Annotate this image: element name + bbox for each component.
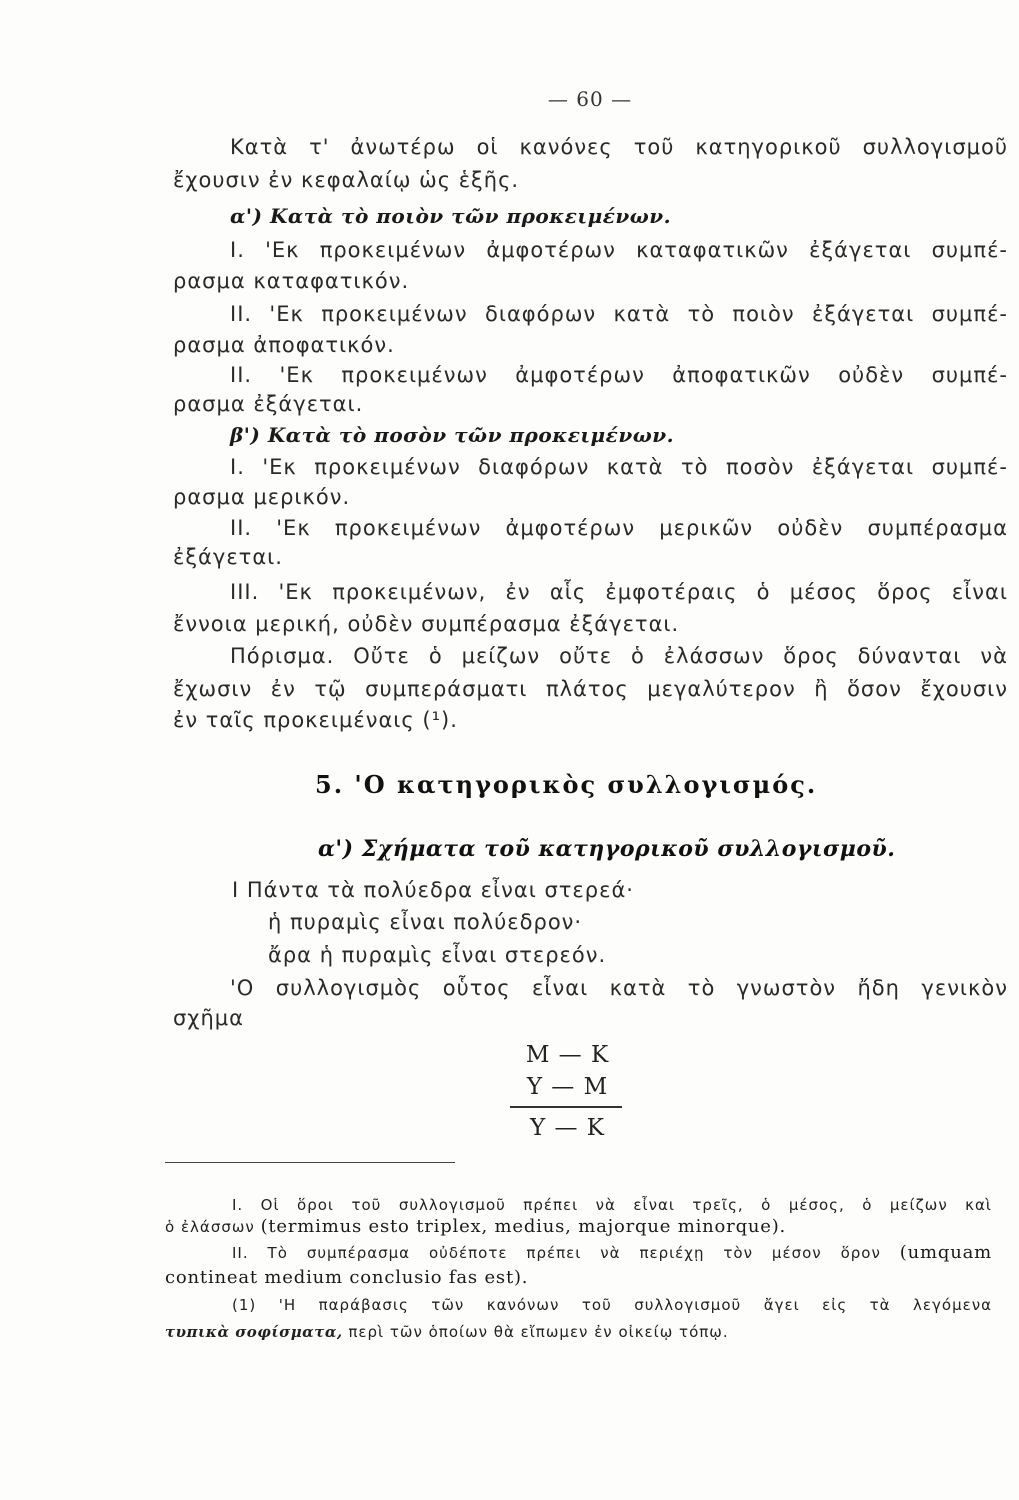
footnote-line: I. Οἱ ὅροι τοῦ συλλογισμοῦ πρέπει νὰ εἶναι τρεῖς, ὁ μέσος, ὁ μείζων καὶ — [232, 1196, 992, 1214]
footnote-line — [165, 1321, 992, 1343]
footnote-latin-text: (umquam — [899, 1242, 992, 1263]
rule-line: II. 'Εκ προκειμένων διαφόρων κατὰ τὸ ποιὸν ἐξάγεται συμπέ- — [230, 302, 1008, 326]
section-subtitle: α') Σχήματα τοῦ κατηγορικοῦ συλλογισμοῦ. — [318, 836, 896, 862]
corollary-line: ἔχωσιν ἐν τῷ συμπεράσματι πλάτος μεγαλύτερον ἢ ὅσον ἔχουσιν — [173, 677, 1008, 701]
rule-line: ρασμα μερικόν. — [173, 485, 351, 509]
footnote-emphasis-text: τυπικὰ σοφίσματα, — [165, 1323, 343, 1341]
rule-line: ἔννοια μερική, οὐδὲν συμπέρασμα ἐξάγεται. — [173, 612, 680, 636]
quality-rules-heading: α') Κατὰ τὸ ποιὸν τῶν προκειμένων. — [230, 204, 672, 228]
rule-line: III. 'Εκ προκειμένων, ἐν αἷς ἐμφοτέραις ὁ μέσος ὅρος εἶναι — [230, 580, 1008, 604]
footnote-line — [165, 1267, 992, 1289]
explanation-line: σχῆμα — [173, 1006, 244, 1030]
footnote-greek-text: ὁ ἐλάσσων — [165, 1218, 255, 1236]
footnote-line — [165, 1216, 992, 1238]
corollary-line: Πόρισμα. Οὔτε ὁ μείζων οὔτε ὁ ἐλάσσων ὅρος δύνανται νὰ — [230, 644, 1008, 668]
schema-major: Μ — Κ — [525, 1042, 610, 1068]
schema-conclusion: Υ — Κ — [530, 1115, 605, 1141]
intro-line: ἔχουσιν ἐν κεφαλαίῳ ὡς ἑξῆς. — [173, 168, 520, 192]
rule-line: ρασμα καταφατικόν. — [173, 269, 410, 293]
syllogism-conclusion: ἄρα ἡ πυραμὶς εἶναι στερεόν. — [268, 943, 607, 967]
quantity-rules-heading: β') Κατὰ τὸ ποσὸν τῶν προκειμένων. — [230, 423, 675, 447]
footnote-line: (1) 'Η παράβασις τῶν κανόνων τοῦ συλλογισμοῦ ἄγει εἰς τὰ λεγόμενα — [232, 1296, 992, 1314]
intro-line: Κατὰ τ' ἀνωτέρω οἱ κανόνες τοῦ κατηγορικοῦ συλλογισμοῦ — [230, 135, 1008, 159]
rule-line: ρασμα ἐξάγεται. — [173, 392, 364, 416]
footnote-latin-text: contineat medium conclusio fas est). — [165, 1267, 529, 1288]
explanation-line: 'Ο συλλογισμὸς οὗτος εἶναι κατὰ τὸ γνωστὸν ἤδη γενικὸν — [230, 976, 1008, 1000]
rule-line: II. 'Εκ προκειμένων ἀμφοτέρων ἀποφατικῶν οὐδὲν συμπέ- — [230, 363, 1008, 387]
rule-line: II. 'Εκ προκειμένων ἀμφοτέρων μερικῶν οὐδὲν συμπέρασμα — [230, 516, 1008, 540]
footnote-greek-text: περὶ τῶν ὁποίων θὰ εἴπωμεν ἐν οἰκείῳ τόπῳ. — [348, 1323, 729, 1341]
syllogism-minor-premise: ἡ πυραμὶς εἶναι πολύεδρον· — [268, 910, 583, 934]
schema-minor: Υ — Μ — [526, 1074, 609, 1100]
section-title: 5. 'Ο κατηγορικὸς συλλογισμός. — [315, 770, 818, 799]
footnote-separator — [165, 1162, 455, 1163]
rule-line: ρασμα ἀποφατικόν. — [173, 333, 395, 357]
corollary-line: ἐν ταῖς προκειμέναις (¹). — [173, 708, 458, 732]
footnote-greek-text: II. Τὸ συμπέρασμα οὐδέποτε πρέπει νὰ περιέχῃ τὸν μέσον ὅρον — [232, 1244, 881, 1262]
footnote-line — [232, 1242, 992, 1264]
rule-line: ἐξάγεται. — [173, 545, 283, 569]
page-number: — 60 — — [547, 87, 633, 111]
syllogism-major-premise: I Πάντα τὰ πολύεδρα εἶναι στερεά· — [232, 878, 634, 902]
schema-rule — [510, 1106, 622, 1108]
rule-line: I. 'Εκ προκειμένων διαφόρων κατὰ τὸ ποσὸν ἐξάγεται συμπέ- — [230, 455, 1008, 479]
footnote-latin-text: (termimus esto triplex, medius, majorque minorque). — [260, 1216, 787, 1237]
rule-line: I. 'Εκ προκειμένων ἀμφοτέρων καταφατικῶν ἐξάγεται συμπέ- — [230, 238, 1008, 262]
